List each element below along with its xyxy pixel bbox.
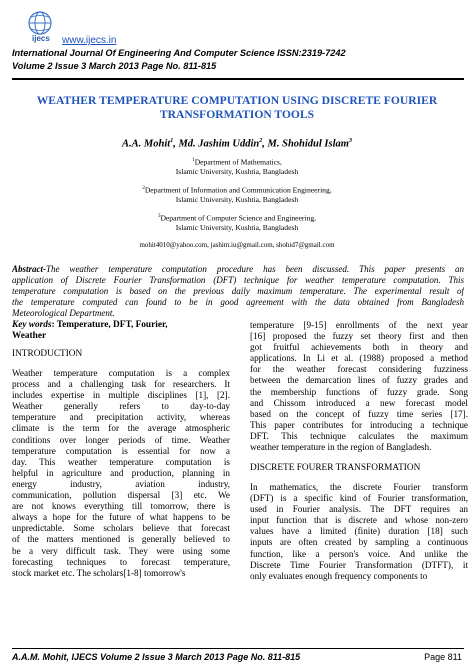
logo-text: ijecs	[32, 34, 50, 43]
text-line: between the demarcation lines of fuzzy grades and	[250, 375, 468, 386]
abstract-line: application of Discrete Fourier Transformation (DFT) technique for weather temperature computation. This	[12, 275, 464, 286]
text-line: climate is the term for the average atmospheric	[12, 423, 230, 434]
keywords-list-cont: Weather	[12, 331, 47, 341]
text-line: are not knows everything till tomorrow, there is	[12, 501, 230, 512]
text-line: function, like a person's voice. And unlike the	[250, 548, 468, 559]
journal-url-link[interactable]: www.ijecs.in	[62, 35, 117, 46]
abstract-line: temperature computation is based on the previous daily maximum temperature. The experimental result of	[12, 286, 464, 297]
text-line: only evaluates enough frequency components to	[250, 570, 428, 581]
affiliation-2-univ: Islamic University, Kushtia, Bangladesh	[175, 195, 299, 205]
dft-heading: DISCRETE FOURER TRANSFORMATION	[250, 463, 421, 473]
affiliation-1	[20, 156, 454, 177]
text-line: applications. In Li et al. (1988) proposed a method	[250, 353, 468, 364]
author-emails: mohit4010@yahoo.com, jashim.iu@gmail.com, shohid7@gmail.com	[139, 241, 335, 249]
text-line: temperature and precipitation activity, whereas	[12, 412, 230, 423]
text-line: forecasting techniques to forecast temperature,	[12, 556, 230, 567]
text-line: temperature [9-15] enrollments of the next year	[250, 320, 468, 330]
author-2: Md. Jashim Uddin	[178, 138, 260, 150]
abstract-label: Abstract-	[12, 264, 47, 274]
abstract	[12, 264, 464, 319]
abstract-line: the temperature computed can found to be in good agreement with the data obtained from Bangladesh	[12, 297, 464, 308]
text-line: stock market etc. The scholars[1-8] tomorrow's	[12, 567, 186, 578]
text-line: This paper contributes for introducing a technique	[250, 419, 468, 430]
text-line: day. This weather temperature computation is	[12, 456, 230, 467]
text-line: and Chissom introduced a new forecast model	[250, 397, 468, 408]
page-number: Page 811	[424, 652, 462, 662]
text-line: includes expertise in multiple disciplines [1], [2].	[12, 390, 230, 401]
footer-rule	[12, 648, 464, 649]
journal-issn-line: International Journal Of Engineering And Computer Science ISSN:2319-7242	[12, 48, 346, 58]
text-line: Discrete Time Fourier Transformation (DTFT), it	[250, 559, 468, 570]
keywords-list: : Temperature, DFT, Fourier,	[51, 320, 168, 330]
abstract-line: The weather temperature computation procedure has been discussed. This paper presents an	[46, 264, 464, 274]
text-line: based on the concept of fuzzy time series [17].	[250, 408, 468, 419]
text-line: DFT. This technique calculates the maximum	[250, 430, 468, 441]
text-line: communication, pollution dispersal [3] etc. We	[12, 490, 230, 501]
affiliation-1-sup: 1	[192, 158, 195, 163]
affiliation-2-sup: 2	[142, 186, 145, 191]
affiliation-2	[20, 184, 454, 205]
text-line: Weather generally refers to day-to-day	[12, 401, 230, 412]
keywords-label: Key words	[12, 320, 52, 330]
right-column-paragraph	[250, 320, 468, 453]
text-line: of the matters mentioned is generally believed to	[12, 534, 230, 545]
text-line: inputs are often created by sampling a continuous	[250, 537, 468, 548]
affiliation-3-univ: Islamic University, Kushtia, Bangladesh	[175, 223, 299, 233]
author-3-sup: 3	[348, 138, 352, 144]
text-line: input function that is discrete and whose non-zero	[250, 515, 468, 526]
text-line: temperature computation is essential for now a	[12, 445, 230, 456]
author-3: M. Shohidul Islam	[267, 138, 349, 150]
affiliation-3-sup: 3	[157, 214, 161, 219]
text-line: values have a limited (finite) duration [18] such	[250, 526, 468, 537]
text-line: got fruitful achievements both in theory and	[250, 342, 468, 353]
text-line: (DFT) is a specific kind of Fourier transformation,	[250, 493, 468, 504]
text-line: always a hope for the future of what happens to be	[12, 512, 230, 523]
text-line: process and a challenging task for researchers. It	[12, 379, 230, 390]
introduction-heading: INTRODUCTION	[12, 349, 83, 359]
text-line: be a very difficult task. They were using some	[12, 545, 230, 556]
journal-volume-line: Volume 2 Issue 3 March 2013 Page No. 811-815	[12, 61, 217, 71]
title-line-2: TRANSFORMATION TOOLS	[159, 108, 315, 121]
header-rule	[12, 78, 464, 80]
text-line: weather temperature in the region of Bangladesh.	[250, 442, 432, 453]
affiliation-3-dept: Department of Computer Science and Engineering,	[160, 213, 317, 223]
keywords	[12, 320, 230, 342]
text-line: for the weather forecast considering fuzziness	[250, 364, 468, 375]
text-line: conditions over longer periods of time. Weather	[12, 434, 230, 445]
title-line-1: WEATHER TEMPERATURE COMPUTATION USING DISCRETE FOURIER	[36, 94, 438, 107]
affiliation-2-dept: Department of Information and Communication Engineering,	[144, 185, 332, 195]
affiliation-3	[20, 212, 454, 233]
journal-info	[12, 47, 346, 73]
footer-citation: A.A.M. Mohit, IJECS Volume 2 Issue 3 March 2013 Page No. 811-815	[12, 652, 301, 662]
journal-logo	[20, 8, 60, 46]
dft-body	[250, 482, 468, 582]
text-line: used in Fourier analysis. The DFT requires an	[250, 504, 468, 515]
paper-title	[20, 94, 454, 122]
introduction-body	[12, 368, 230, 579]
affiliation-1-univ: Islamic University, Kushtia, Bangladesh	[175, 167, 299, 177]
abstract-line: Meteorological Department.	[12, 308, 115, 319]
text-line: unpredictable. Some scholars believe that forecast	[12, 523, 230, 534]
author-list: A.A. Mohit$^1$, Md. Jashim Uddin$^2$, M. Shohidul Islam$^3$	[122, 138, 352, 150]
text-line: helpful in agriculture and production, planning in	[12, 467, 230, 478]
author-1: A.A. Mohit	[122, 138, 171, 150]
text-line: Weather temperature computation is a complex	[12, 368, 230, 378]
author-2-sup: 2	[259, 138, 263, 144]
text-line: In mathematics, the discrete Fourier transform	[250, 482, 468, 492]
text-line: the membership functions of fuzzy grade. Song	[250, 386, 468, 397]
author-1-sup: 1	[170, 138, 174, 144]
text-line: energy industry, aviation industry,	[12, 478, 230, 489]
affiliation-1-dept: Department of Mathematics,	[194, 157, 282, 167]
text-line: [16] proposed the fuzzy set theory first and then	[250, 331, 468, 342]
